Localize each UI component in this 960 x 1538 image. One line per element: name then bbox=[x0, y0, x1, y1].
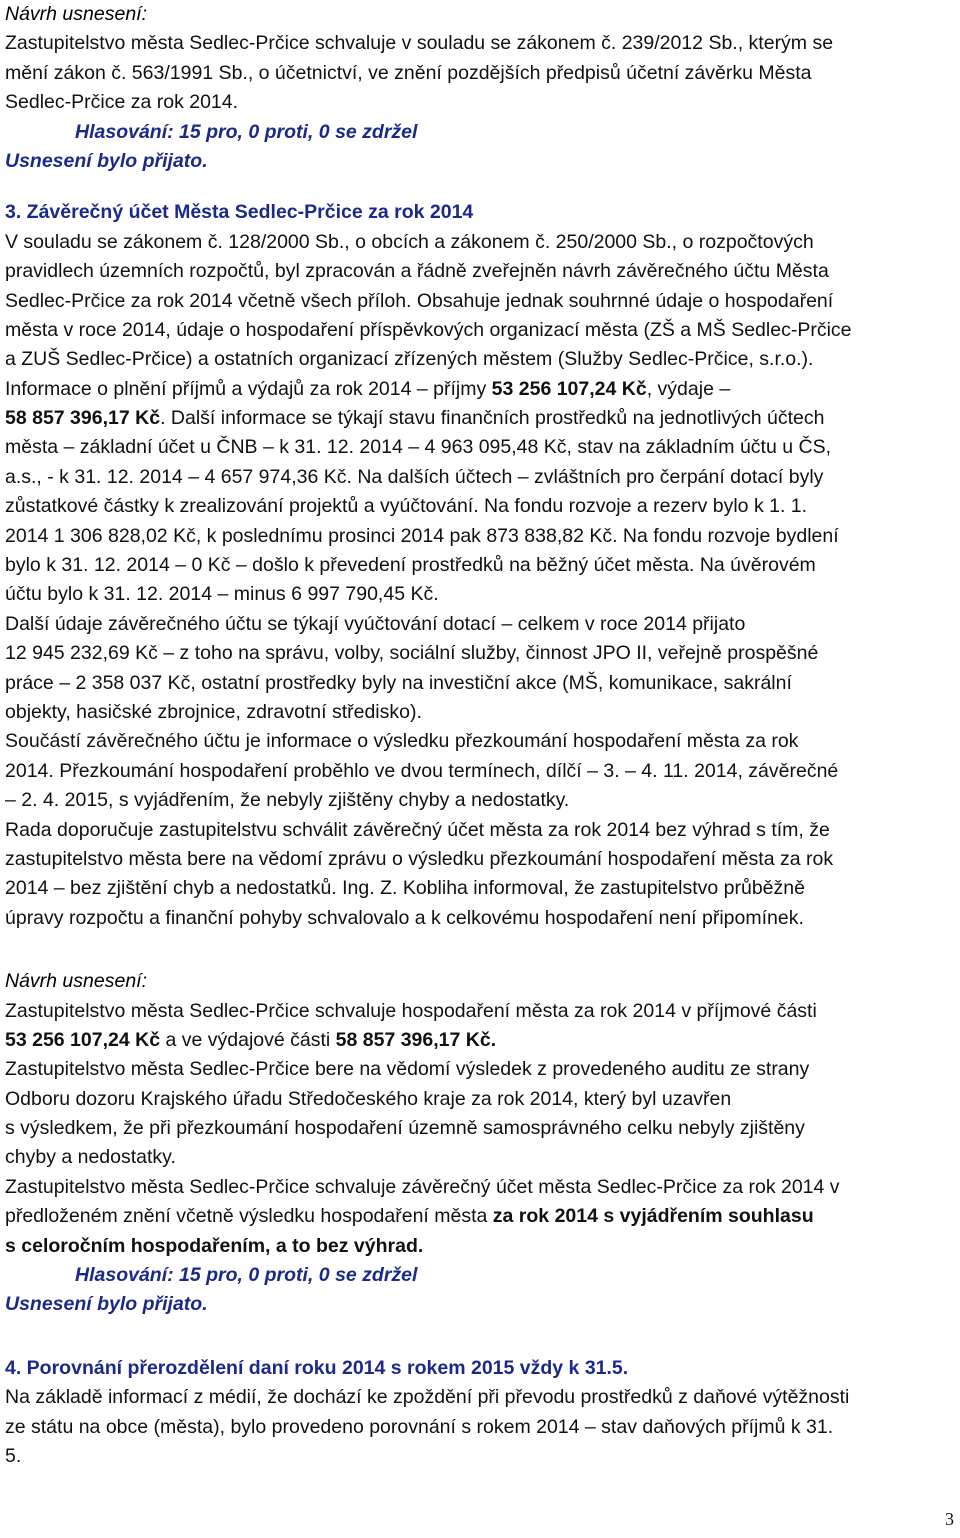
resolution-line bbox=[5, 1232, 957, 1261]
resolution-line: Odboru dozoru Krajského úřadu Středočeského kraje za rok 2014, který byl uzavřen bbox=[5, 1087, 732, 1110]
spacer bbox=[5, 176, 957, 198]
document-content bbox=[5, 0, 957, 1471]
expense-amount: 58 857 396,17 Kč. bbox=[335, 1028, 497, 1051]
paragraph-line: 2014 – bez zjištění chyb a nedostatků. Ing. Z. Kobliha informoval, že zastupitelstvo průběžně bbox=[5, 877, 805, 900]
paragraph-line bbox=[5, 404, 957, 433]
resolution-line bbox=[5, 1026, 957, 1055]
paragraph-line: 5. bbox=[5, 1444, 22, 1467]
expense-amount: 58 857 396,17 Kč bbox=[5, 407, 161, 430]
paragraph-line: objekty, hasičské zbrojnice, zdravotní středisko). bbox=[5, 700, 422, 723]
paragraph-line: zůstatkové částky k zrealizování projektů a vyúčtování. Na fondu rozvoje a rezerv bylo k 1. 1. bbox=[5, 495, 808, 518]
paragraph-line: úpravy rozpočtu a finanční pohyby schvalovalo a k celkovému hospodaření není připomínek. bbox=[5, 906, 804, 929]
resolution-line: mění zákon č. 563/1991 Sb., o účetnictví, ve znění pozdějších předpisů účetní závěrku Města bbox=[5, 61, 812, 84]
resolution-line: Zastupitelstvo města Sedlec-Prčice schvaluje v souladu se zákonem č. 239/2012 Sb., kterým se bbox=[5, 32, 834, 55]
resolution-line: Zastupitelstvo města Sedlec-Prčice schvaluje závěrečný účet města Sedlec-Prčice za rok 2014 v bbox=[5, 1175, 840, 1198]
paragraph-line: 12 945 232,69 Kč – z toho na správu, volby, sociální služby, činnost JPO II, veřejně prospěšné bbox=[5, 642, 819, 665]
resolution-line: Zastupitelstvo města Sedlec-Prčice schvaluje hospodaření města za rok 2014 v příjmové části bbox=[5, 999, 817, 1022]
income-amount: 53 256 107,24 Kč bbox=[491, 377, 647, 400]
paragraph-line: 2014. Přezkoumání hospodaření proběhlo ve dvou termínech, dílčí – 3. – 4. 11. 2014, závěrečné bbox=[5, 759, 839, 782]
vote-result: Hlasování: 15 pro, 0 proti, 0 se zdržel bbox=[75, 1264, 418, 1287]
proposal-label: Návrh usnesení: bbox=[5, 3, 147, 25]
paragraph-line: a.s., - k 31. 12. 2014 – 4 657 974,36 Kč. Na dalších účtech – zvláštních pro čerpání dotací byly bbox=[5, 465, 824, 488]
section-heading: 3. Závěrečný účet Města Sedlec-Prčice za rok 2014 bbox=[5, 201, 474, 224]
resolution-line bbox=[5, 1202, 957, 1231]
spacer bbox=[5, 1320, 957, 1354]
page-number: 3 bbox=[945, 1508, 954, 1529]
paragraph-line: a ZUŠ Sedlec-Prčice) a ostatních organizací zřízených městem (Služby Sedlec-Prčice, s.r.o.). bbox=[5, 348, 814, 371]
resolution-text: a ve výdajové části bbox=[160, 1028, 336, 1051]
paragraph-line: pravidlech územních rozpočtů, byl zpracován a řádně zveřejněn návrh závěrečného účtu Města bbox=[5, 260, 829, 283]
paragraph-line: města – základní účet u ČNB – k 31. 12. 2014 – 4 963 095,48 Kč, stav na základním účtu u ČS, bbox=[5, 436, 831, 459]
paragraph-line: účtu bylo k 31. 12. 2014 – minus 6 997 790,45 Kč. bbox=[5, 583, 439, 606]
paragraph-text: Informace o plnění příjmů a výdajů za rok 2014 – příjmy bbox=[5, 377, 492, 400]
paragraph-line: Další údaje závěrečného účtu se týkají vyúčtování dotací – celkem v roce 2014 přijato bbox=[5, 612, 746, 635]
paragraph-line: Rada doporučuje zastupitelstvu schválit závěrečný účet města za rok 2014 bez výhrad s tím, že bbox=[5, 818, 830, 841]
resolution-line: Zastupitelstvo města Sedlec-Prčice bere na vědomí výsledek z provedeného auditu ze strany bbox=[5, 1058, 810, 1081]
resolution-line: Sedlec-Prčice za rok 2014. bbox=[5, 91, 239, 114]
paragraph-line: Součástí závěrečného účtu je informace o výsledku přezkoumání hospodaření města za rok bbox=[5, 730, 799, 753]
paragraph-line: práce – 2 358 037 Kč, ostatní prostředky byly na investiční akce (MŠ, komunikace, sakrální bbox=[5, 671, 792, 694]
paragraph-line: ze státu na obce (města), bylo provedeno porovnání s rokem 2014 – stav daňových příjmů k 31. bbox=[5, 1415, 834, 1438]
vote-result: Hlasování: 15 pro, 0 proti, 0 se zdržel bbox=[75, 120, 418, 143]
resolution-text: předloženém znění včetně výsledku hospodaření města bbox=[5, 1205, 493, 1228]
spacer bbox=[5, 933, 957, 967]
paragraph-text: , výdaje – bbox=[646, 377, 731, 400]
paragraph-line: 2014 1 306 828,02 Kč, k poslednímu prosinci 2014 pak 873 838,82 Kč. Na fondu rozvoje bydlení bbox=[5, 524, 839, 547]
paragraph-line: města v roce 2014, údaje o hospodaření příspěvkových organizací města (ZŠ a MŠ Sedlec-Prčice bbox=[5, 318, 852, 341]
resolution-line: chyby a nedostatky. bbox=[5, 1146, 176, 1169]
paragraph-text: . Další informace se týkají stavu finančních prostředků na jednotlivých účtech bbox=[160, 407, 825, 430]
resolution-accepted: Usnesení bylo přijato. bbox=[5, 1293, 208, 1316]
proposal-label: Návrh usnesení: bbox=[5, 970, 147, 993]
resolution-bold-text: s celoročním hospodařením, a to bez výhrad. bbox=[5, 1234, 424, 1257]
paragraph-line: Na základě informací z médií, že dochází ke zpoždění při převodu prostředků z daňové výtěžnosti bbox=[5, 1386, 850, 1409]
section-heading: 4. Porovnání přerozdělení daní roku 2014 s rokem 2015 vždy k 31.5. bbox=[5, 1356, 629, 1379]
resolution-accepted: Usnesení bylo přijato. bbox=[5, 149, 208, 172]
resolution-bold-text: za rok 2014 s vyjádřením souhlasu bbox=[492, 1205, 814, 1228]
paragraph-line: – 2. 4. 2015, s vyjádřením, že nebyly zjištěny chyby a nedostatky. bbox=[5, 789, 570, 812]
paragraph-line: V souladu se zákonem č. 128/2000 Sb., o obcích a zákonem č. 250/2000 Sb., o rozpočtových bbox=[5, 230, 814, 253]
resolution-line: s výsledkem, že při přezkoumání hospodaření územně samosprávného celku nebyly zjištěny bbox=[5, 1117, 805, 1140]
paragraph-line bbox=[5, 375, 957, 404]
income-amount: 53 256 107,24 Kč bbox=[5, 1028, 161, 1051]
paragraph-line: Sedlec-Prčice za rok 2014 včetně všech příloh. Obsahuje jednak souhrnné údaje o hospodaření bbox=[5, 289, 834, 312]
paragraph-line: zastupitelstvo města bere na vědomí zprávu o výsledku přezkoumání hospodaření města za rok bbox=[5, 847, 834, 870]
paragraph-line: bylo k 31. 12. 2014 – 0 Kč – došlo k převedení prostředků na běžný účet města. Na úvěrovém bbox=[5, 554, 816, 577]
